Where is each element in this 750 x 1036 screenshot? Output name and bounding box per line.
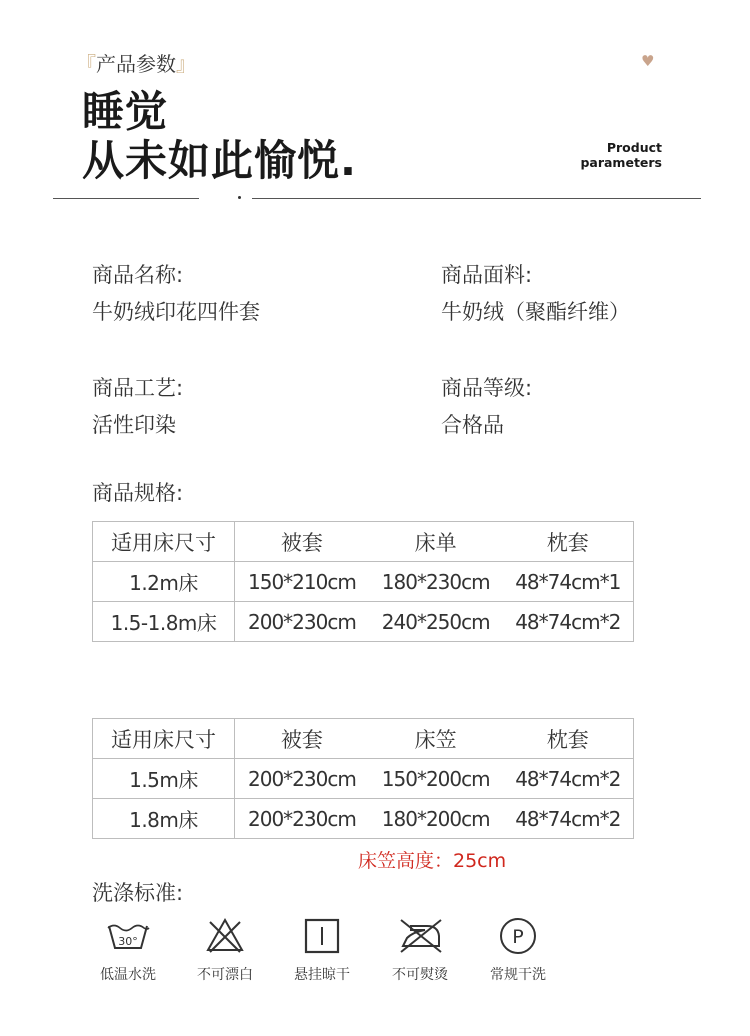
- table-header-cell: 枕套: [503, 522, 634, 562]
- grade-value: 合格品: [441, 413, 504, 437]
- table-header-cell: 被套: [235, 719, 369, 759]
- table-cell: 48*74cm*2: [503, 602, 634, 642]
- table-row: [93, 759, 634, 799]
- english-subtitle-line2: parameters: [580, 155, 662, 170]
- table-cell: 180*230cm: [369, 562, 503, 602]
- wash-caption: 不可漂白: [197, 967, 253, 983]
- table-header-cell: 床单: [369, 522, 503, 562]
- fabric-value: 牛奶绒（聚酯纤维）: [441, 300, 630, 324]
- table-cell: 240*250cm: [369, 602, 503, 642]
- heart-icon: ♥: [641, 52, 655, 70]
- no-bleach-icon: [200, 916, 250, 956]
- wash-caption: 悬挂晾干: [294, 967, 350, 983]
- table-header-cell: 适用床尺寸: [93, 719, 235, 759]
- wash-label: 洗涤标准:: [92, 881, 184, 905]
- spec-table-flat-sheet: [92, 521, 634, 642]
- name-value: 牛奶绒印花四件套: [92, 300, 260, 324]
- table-cell: 200*230cm: [235, 759, 369, 799]
- english-subtitle-line1: Product: [606, 140, 662, 155]
- table-row: [93, 799, 634, 839]
- table-header-row: [93, 522, 634, 562]
- table-cell: 1.2m床: [93, 562, 235, 602]
- tag-open-bracket: 『: [76, 52, 96, 76]
- table-cell: 200*230cm: [235, 799, 369, 839]
- wash-item: [385, 916, 455, 984]
- table-cell: 48*74cm*1: [503, 562, 634, 602]
- table-cell: 1.5m床: [93, 759, 235, 799]
- wash-item: [483, 916, 553, 984]
- table-header-row: [93, 719, 634, 759]
- page-title-line2: 从未如此愉悦.: [82, 136, 357, 185]
- craft-value: 活性印染: [92, 413, 176, 437]
- hang-dry-icon: [297, 916, 347, 956]
- page-title-line1: 睡觉: [82, 87, 169, 136]
- table-cell: 48*74cm*2: [503, 799, 634, 839]
- table-cell: 1.5-1.8m床: [93, 602, 235, 642]
- wash-item: [287, 916, 357, 984]
- table-header-cell: 适用床尺寸: [93, 522, 235, 562]
- wash-caption: 低温水洗: [100, 967, 156, 983]
- table-cell: 150*200cm: [369, 759, 503, 799]
- table-cell: 1.8m床: [93, 799, 235, 839]
- wash-30-icon: [103, 916, 153, 956]
- dry-clean-p-icon: [493, 916, 543, 956]
- tag-text: 产品参数: [96, 52, 176, 76]
- fabric-label: 商品面料:: [441, 263, 533, 287]
- dry-clean-letter: P: [512, 926, 524, 948]
- english-subtitle: [560, 140, 662, 170]
- spec-label: 商品规格:: [92, 481, 184, 505]
- section-tag: [76, 48, 196, 77]
- divider-right: [252, 198, 701, 199]
- divider-left: [53, 198, 199, 199]
- wash-item: [93, 916, 163, 984]
- no-iron-icon: [395, 916, 445, 956]
- table-cell: 48*74cm*2: [503, 759, 634, 799]
- wash-caption: 不可熨烫: [392, 967, 448, 983]
- table-header-cell: 枕套: [503, 719, 634, 759]
- wash-item: [190, 916, 260, 984]
- divider-dot: [238, 196, 241, 199]
- wash-temp: 30°: [118, 935, 138, 948]
- table-row: [93, 562, 634, 602]
- grade-label: 商品等级:: [441, 376, 533, 400]
- tag-close-bracket: 』: [176, 52, 196, 76]
- table-cell: 150*210cm: [235, 562, 369, 602]
- table-header-cell: 被套: [235, 522, 369, 562]
- table-cell: 200*230cm: [235, 602, 369, 642]
- spec-table-fitted-sheet: [92, 718, 634, 839]
- name-label: 商品名称:: [92, 263, 184, 287]
- wash-caption: 常规干洗: [490, 967, 546, 983]
- fitted-sheet-height-note: 床笠高度：25cm: [358, 850, 507, 872]
- table-header-cell: 床笠: [369, 719, 503, 759]
- craft-label: 商品工艺:: [92, 376, 184, 400]
- table-cell: 180*200cm: [369, 799, 503, 839]
- table-row: [93, 602, 634, 642]
